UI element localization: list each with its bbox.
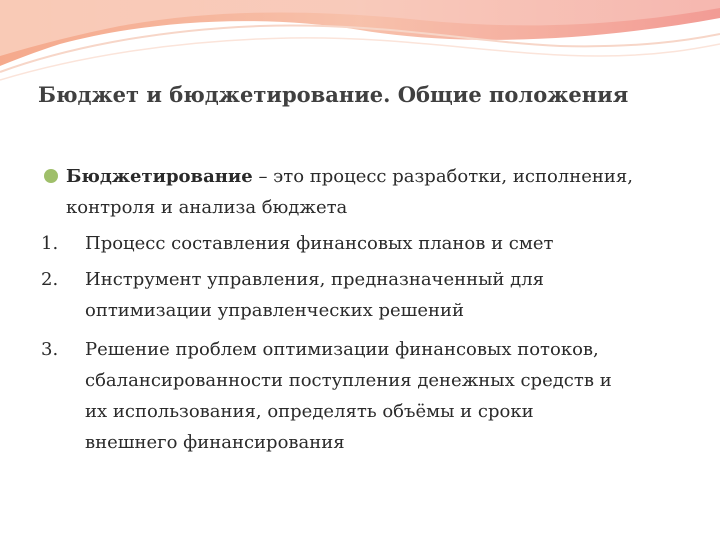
definition-text: – это процесс разработки, исполнения, контроля и анализа бюджета (66, 166, 633, 218)
header-wave-decoration (0, 0, 720, 90)
list-text: Решение проблем оптимизации финансовых потоков, сбалансированности поступления денежных средств и их использования, определять объёмы и сроки внешнего финансирования (85, 339, 612, 453)
list-number: 1. (41, 233, 59, 254)
bullet-dot-icon (44, 169, 58, 183)
definition-bullet (66, 161, 706, 223)
list-number: 3. (41, 339, 59, 360)
slide-title: Бюджет и бюджетирование. Общие положения (38, 82, 629, 107)
list-text: Процесс составления финансовых планов и смет (85, 233, 554, 254)
definition-term: Бюджетирование (66, 166, 253, 187)
list-text: Инструмент управления, предназначенный для оптимизации управленческих решений (85, 269, 545, 321)
list-number: 2. (41, 269, 59, 290)
